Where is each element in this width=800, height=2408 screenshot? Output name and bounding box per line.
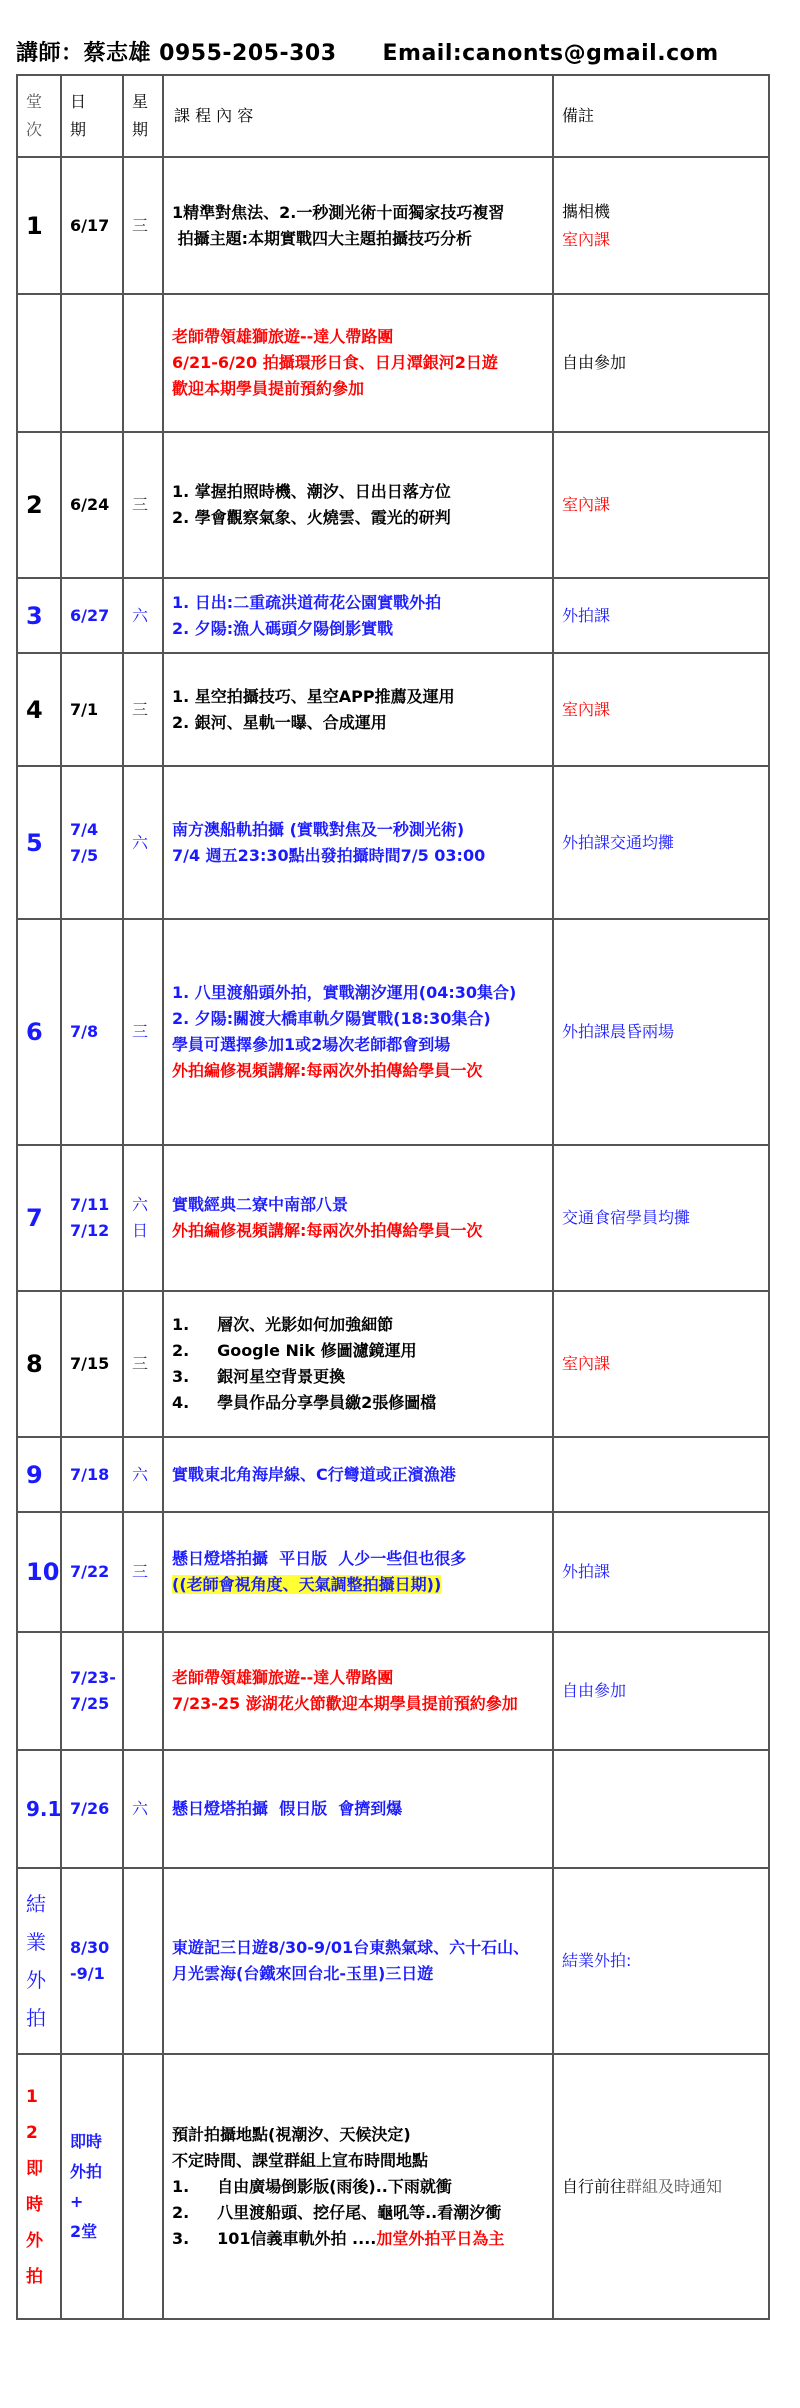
table-row <box>17 919 769 1145</box>
table-row <box>17 157 769 294</box>
weekday-cell: 三 <box>123 432 163 578</box>
weekday-cell: 六 <box>123 1750 163 1868</box>
note-cell: 室內課 <box>553 653 769 766</box>
note-cell: 自行前往群組及時通知 <box>553 2054 769 2319</box>
weekday-cell <box>123 294 163 432</box>
table-row <box>17 1145 769 1291</box>
table-row <box>17 1512 769 1632</box>
content-cell: 1. 八里渡船頭外拍，實戰潮汐運用(04:30集合) 2. 夕陽:關渡大橋車軌夕陽實戰(18:30集合) 學員可選擇參加1或2場次老師都會到場 外拍編修視頻講解:每兩次外拍傳給學員一次 <box>163 919 553 1145</box>
weekday-cell: 六 <box>123 1437 163 1512</box>
session-cell <box>17 294 61 432</box>
header-weekday: 星期 <box>123 75 163 157</box>
session-cell: 8 <box>17 1291 61 1437</box>
header-content: 課 程 內 容 <box>163 75 553 157</box>
content-cell: 1. 掌握拍照時機、潮汐、日出日落方位 2. 學會觀察氣象、火燒雲、霞光的研判 <box>163 432 553 578</box>
date-cell: 7/23- 7/25 <box>61 1632 123 1750</box>
date-cell: 7/22 <box>61 1512 123 1632</box>
table-row <box>17 1291 769 1437</box>
date-cell: 7/4 7/5 <box>61 766 123 919</box>
session-cell: 10 <box>17 1512 61 1632</box>
note-cell: 結業外拍: <box>553 1868 769 2054</box>
weekday-cell <box>123 1632 163 1750</box>
note-cell: 室內課 <box>553 432 769 578</box>
content-cell: 老師帶領雄獅旅遊--達人帶路團 6/21-6/20 拍攝環形日食、日月潭銀河2日遊 歡迎本期學員提前預約參加 <box>163 294 553 432</box>
note-cell <box>553 1437 769 1512</box>
content-cell: 1. 星空拍攝技巧、星空APP推薦及運用 2. 銀河、星軌一曝、合成運用 <box>163 653 553 766</box>
date-cell: 6/17 <box>61 157 123 294</box>
table-row <box>17 766 769 919</box>
header-date: 日期 <box>61 75 123 157</box>
header-note: 備註 <box>553 75 769 157</box>
content-cell: 1. 日出:二重疏洪道荷花公園實戰外拍 2. 夕陽:漁人碼頭夕陽倒影實戰 <box>163 578 553 653</box>
weekday-cell <box>123 1868 163 2054</box>
date-cell: 6/24 <box>61 432 123 578</box>
content-cell: 預計拍攝地點(視潮汐、天候決定) 不定時間、課堂群組上宣布時間地點 1. 自由廣場倒影版(雨後)..下雨就衝 2. 八里渡船頭、挖仔尾、龜吼等..看潮汐衝 3. 101信義車軌外拍 ....加堂外拍平日為主 <box>163 2054 553 2319</box>
weekday-cell: 三 <box>123 1512 163 1632</box>
teacher-email: Email:canonts@gmail.com <box>382 41 719 66</box>
date-cell: 7/15 <box>61 1291 123 1437</box>
weekday-cell: 三 <box>123 1291 163 1437</box>
date-cell: 7/18 <box>61 1437 123 1512</box>
table-row <box>17 1437 769 1512</box>
weekday-cell: 三 <box>123 919 163 1145</box>
content-cell: 實戰經典二寮中南部八景 外拍編修視頻講解:每兩次外拍傳給學員一次 <box>163 1145 553 1291</box>
content-cell: 老師帶領雄獅旅遊--達人帶路團 7/23-25 澎湖花火節歡迎本期學員提前預約參加 <box>163 1632 553 1750</box>
weekday-cell: 三 <box>123 653 163 766</box>
note-cell: 交通食宿學員均攤 <box>553 1145 769 1291</box>
table-row <box>17 578 769 653</box>
note-cell: 自由參加 <box>553 294 769 432</box>
content-cell: 1精準對焦法、2.一秒測光術十面獨家技巧複習 拍攝主題:本期實戰四大主題拍攝技巧分析 <box>163 157 553 294</box>
note-cell: 外拍課 <box>553 1512 769 1632</box>
highlighted-note: ((老師會視角度、天氣調整拍攝日期)) <box>172 1575 442 1594</box>
table-row <box>17 1632 769 1750</box>
header-session: 堂次 <box>17 75 61 157</box>
content-cell: 實戰東北角海岸線、C行彎道或正濱漁港 <box>163 1437 553 1512</box>
session-cell: 12 即時外拍 <box>17 2054 61 2319</box>
date-cell: 8/30 -9/1 <box>61 1868 123 2054</box>
date-cell: 7/1 <box>61 653 123 766</box>
session-cell: 4 <box>17 653 61 766</box>
content-cell: 懸日燈塔拍攝 平日版 人少一些但也很多 ((老師會視角度、天氣調整拍攝日期)) <box>163 1512 553 1632</box>
date-cell: 7/11 7/12 <box>61 1145 123 1291</box>
note-cell: 外拍課交通均攤 <box>553 766 769 919</box>
note-cell: 室內課 <box>553 1291 769 1437</box>
table-row <box>17 294 769 432</box>
content-cell: 1. 層次、光影如何加強細節 2. Google Nik 修圖濾鏡運用 3. 銀河星空背景更換 4. 學員作品分享學員繳2張修圖檔 <box>163 1291 553 1437</box>
date-cell: 即時外拍 + 2堂 <box>61 2054 123 2319</box>
session-cell: 3 <box>17 578 61 653</box>
table-header-row <box>17 75 769 157</box>
teacher-contact: 講師：蔡志雄 0955-205-303 <box>16 41 337 66</box>
session-cell: 5 <box>17 766 61 919</box>
date-cell: 7/8 <box>61 919 123 1145</box>
weekday-cell <box>123 2054 163 2319</box>
date-cell <box>61 294 123 432</box>
content-cell: 懸日燈塔拍攝 假日版 會擠到爆 <box>163 1750 553 1868</box>
course-schedule-table <box>16 74 770 2320</box>
weekday-cell: 六 日 <box>123 1145 163 1291</box>
session-cell: 1 <box>17 157 61 294</box>
note-cell: 自由參加 <box>553 1632 769 1750</box>
session-cell: 9 <box>17 1437 61 1512</box>
weekday-cell: 六 <box>123 766 163 919</box>
weekday-cell: 三 <box>123 157 163 294</box>
session-cell: 6 <box>17 919 61 1145</box>
instructor-header <box>16 36 719 72</box>
session-cell: 9.1 <box>17 1750 61 1868</box>
table-row <box>17 2054 769 2319</box>
content-cell: 南方澳船軌拍攝 (實戰對焦及一秒測光術) 7/4 週五23:30點出發拍攝時間7/5 03:00 <box>163 766 553 919</box>
note-cell: 外拍課晨昏兩場 <box>553 919 769 1145</box>
session-cell: 2 <box>17 432 61 578</box>
note-cell: 攜相機 室內課 <box>553 157 769 294</box>
note-cell: 外拍課 <box>553 578 769 653</box>
session-cell: 結業外拍 <box>17 1868 61 2054</box>
content-cell: 東遊記三日遊8/30-9/01台東熱氣球、六十石山、月光雲海(台鐵來回台北-玉里)三日遊 <box>163 1868 553 2054</box>
date-cell: 7/26 <box>61 1750 123 1868</box>
note-cell <box>553 1750 769 1868</box>
table-row <box>17 653 769 766</box>
table-row <box>17 432 769 578</box>
date-cell: 6/27 <box>61 578 123 653</box>
session-cell: 7 <box>17 1145 61 1291</box>
table-row <box>17 1750 769 1868</box>
session-cell <box>17 1632 61 1750</box>
weekday-cell: 六 <box>123 578 163 653</box>
table-row <box>17 1868 769 2054</box>
